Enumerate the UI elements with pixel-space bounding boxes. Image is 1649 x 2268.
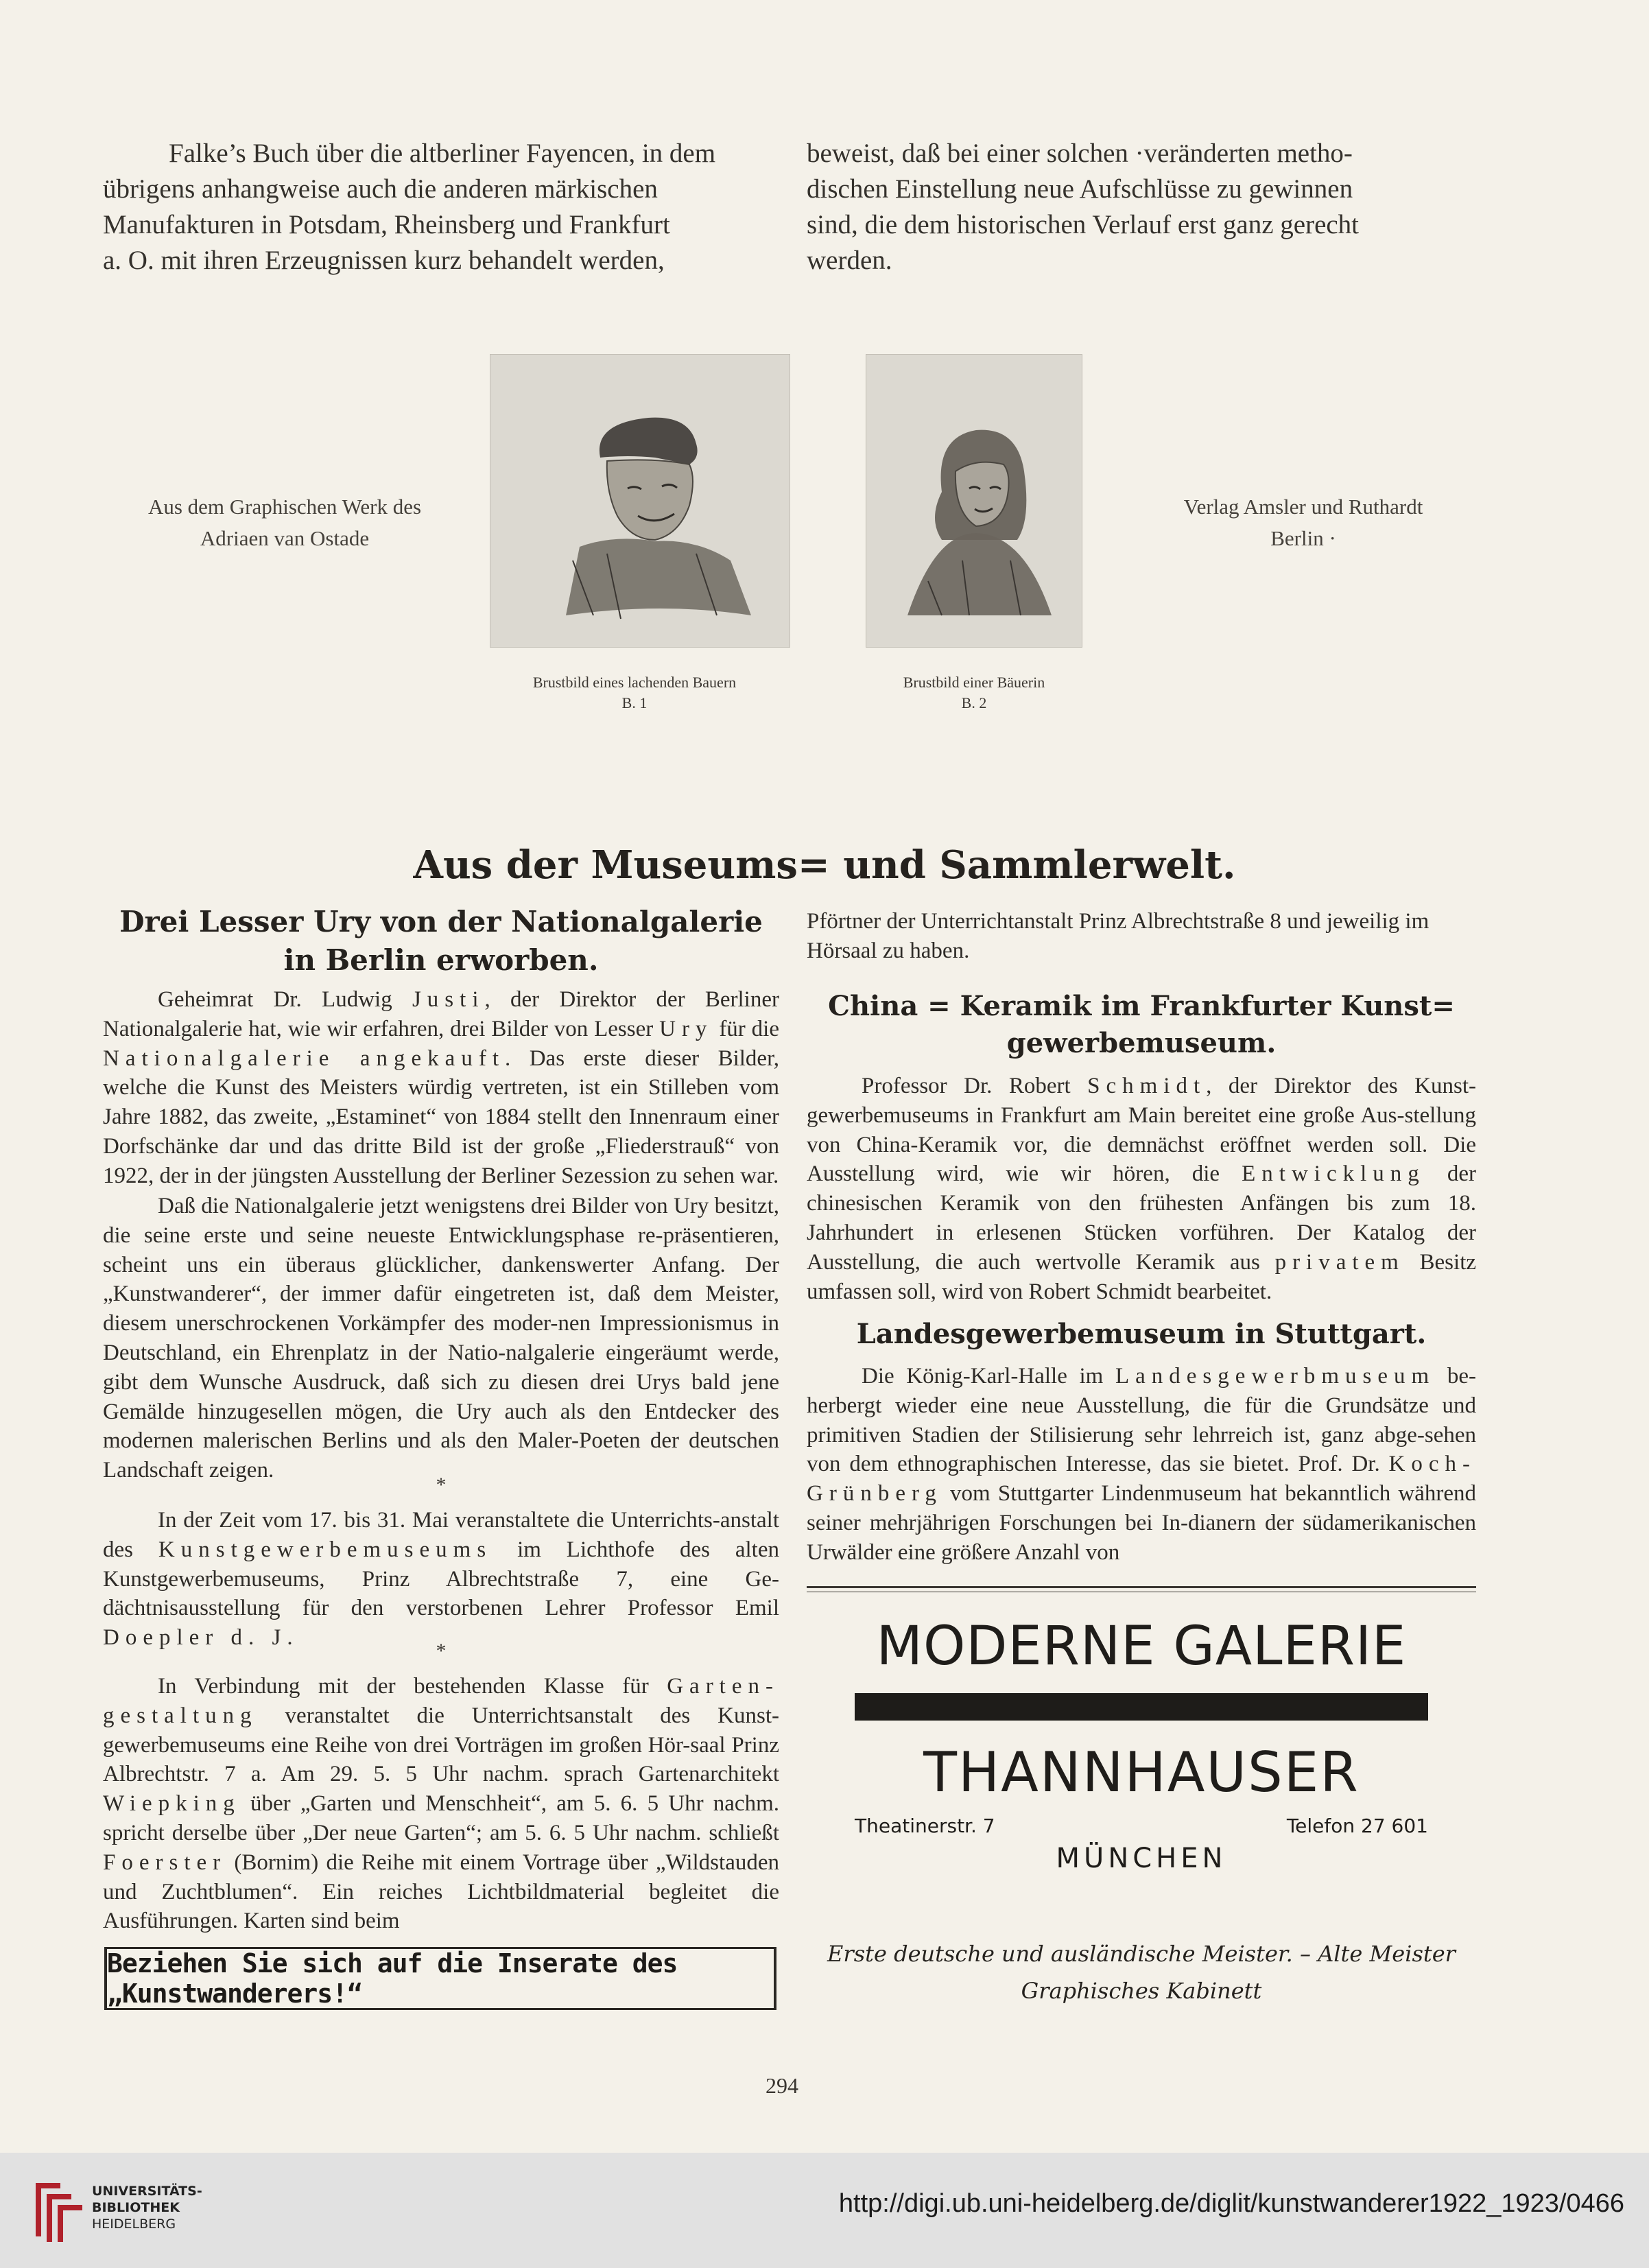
notice-text: Beziehen Sie sich auf die Inserate des „Kunstwanderers!“	[107, 1948, 678, 2009]
section-title: Aus der Museums= und Sammlerwelt.	[413, 842, 1236, 888]
caption-line: Berlin ·	[1270, 526, 1336, 550]
ad-black-bar	[855, 1693, 1428, 1721]
caption-line: Adriaen van Ostade	[200, 526, 370, 550]
ad-top-rule	[807, 1586, 1476, 1588]
library-emblem-icon	[23, 2173, 89, 2245]
article-1-paragraph-1	[103, 985, 779, 1191]
heading-line: in Berlin erworben.	[283, 943, 599, 977]
text-run: veranstaltet die Unterrichtsanstalt des Kunst-gewerbemuseums eine Reihe von drei Vorträgen im großen Hör-saal Prinz Albrechtstr. 7 a. Am 29. 5. 5 Uhr nachm. sprach Gartenarchitekt	[103, 1703, 779, 1787]
plate-2-caption	[851, 672, 1098, 713]
notice-box	[104, 1947, 776, 2010]
text-line: sind, die dem historischen Verlauf erst ganz gerecht	[807, 210, 1360, 239]
peasant-woman-etching	[866, 355, 1082, 647]
figure-left-caption	[96, 491, 473, 554]
text-run: (Bornim) die Reihe mit einem Vortrage über „Wildstauden und Zuchtblumen“. Ein reiches Lichtbildmaterial begleitet die Ausführungen. Karten sind beim	[103, 1850, 779, 1934]
text-line: Manufakturen in Potsdam, Rheinsberg und Frankfurt	[103, 210, 670, 239]
source-url-link[interactable]: http://digi.ub.uni-heidelberg.de/diglit/kunstwanderer1922_1923/0466	[838, 2189, 1624, 2218]
spaced-name: Foerster	[103, 1850, 227, 1875]
plate-number: B. 2	[961, 694, 987, 711]
text-line: dischen Einstellung neue Aufschlüsse zu gewinnen	[807, 174, 1353, 204]
text-run: der chinesischen Keramik von den frühesten Anfängen bis zum 18. Jahrhundert in erlesenen Stücken vorführen. Der Katalog der Ausstellung, die auch wertvolle Keramik aus	[807, 1161, 1476, 1275]
spaced-name: privatem	[1274, 1249, 1405, 1275]
heading-line: gewerbemuseum.	[1006, 1027, 1277, 1059]
ad-script-line-1: Erste deutsche und ausländische Meister. – Alte Meister	[827, 1941, 1456, 1967]
plate-title: Brustbild eines lachenden Bauern	[532, 674, 737, 691]
text-run: . Das erste dieser Bilder, welche die Kunst des Meisters würdig vertreten, ist ein Stilleben vom Jahre 1882, das zweite, „Estaminet“ von 1884 stellt den Innenraum einer Dorfschänke dar und das dritte Bild ist der große „Fliederstrauß“ von 1922, der in der jüngsten Ausstellung der Berliner Sezession zu sehen war.	[103, 1046, 779, 1188]
text-line: übrigens anhangweise auch die anderen märkischen	[103, 174, 658, 204]
caption-line: Verlag Amsler und Ruthardt	[1183, 495, 1423, 519]
etching-plate-2	[866, 354, 1082, 648]
spaced-name: Nationalgalerie angekauft	[103, 1046, 505, 1071]
right-column-intro: Pförtner der Unterrichtanstalt Prinz Albrechtstraße 8 und jeweilig im Hörsaal zu haben.	[807, 909, 1429, 963]
ad-gallery-name: MODERNE GALERIE	[876, 1616, 1407, 1677]
spaced-name: Koch-Grünberg	[807, 1452, 1476, 1507]
separator-star: *	[436, 1640, 447, 1662]
text-run: Geheimrat Dr. Ludwig	[158, 987, 412, 1012]
text-line: a. O. mit ihren Erzeugnissen kurz behandelt werden,	[103, 246, 665, 275]
ad-script-line-2: Graphisches Kabinett	[1021, 1978, 1262, 2004]
text-run: über „Garten und Menschheit“, am 5. 6. 5 Uhr nachm. spricht derselbe über „Der neue Garten“; am 5. 6. 5 Uhr nachm. schließt	[103, 1791, 779, 1845]
text-run: In der Zeit vom 17. bis 31. Mai veranstaltete die Unterrichts-anstalt des	[103, 1508, 779, 1562]
text-line: Falke’s Buch über die altberliner Fayencen, in dem	[169, 139, 716, 168]
text-run: be-herbergt wieder eine neue Ausstellung, die für die Grundsätze und primitiven Stadien der Stilisierung sehr lehrreich ist, ganz abge-sehen von dem ethnographischen Interesse, das sie bietet. Prof. Dr.	[807, 1364, 1477, 1477]
spaced-name: Landesgewerbmuseum	[1115, 1364, 1436, 1389]
spaced-name: Schmidt	[1087, 1074, 1207, 1098]
article-3-heading: Landesgewerbemuseum in Stuttgart.	[856, 1318, 1427, 1350]
logo-line: BIBLIOTHEK	[92, 2200, 180, 2215]
ad-gallery-owner: THANNHAUSER	[923, 1740, 1360, 1804]
article-1-paragraph-3	[103, 1506, 779, 1653]
article-2-paragraph	[807, 1072, 1476, 1306]
heading-line: China = Keramik im Frankfurter Kunst=	[828, 990, 1455, 1022]
text-line: werden.	[807, 246, 892, 275]
ad-address: Theatinerstr. 7	[855, 1815, 995, 1837]
text-run: im Lichthofe des alten Kunstgewerbemuseums, Prinz Albrechtstraße 7, eine Ge-dächtnisausstellung für den verstorbenen Lehrer Professor Emil	[103, 1537, 779, 1621]
heading-line: Drei Lesser Ury von der Nationalgalerie	[119, 905, 763, 938]
article-1-paragraph-2: Daß die Nationalgalerie jetzt wenigstens drei Bilder von Ury besitzt, die seine erste und seine neueste Entwicklungsphase re-präsentieren, scheint uns ein überaus glücklicher, dankenswerter Anfang. Der „Kunstwanderer“, der immer dafür eingetreten ist, daß dem Meister, diesem unerschrockenen Vorkämpfer des moder-nen Impressionismus in Deutschland, ein Ehrenplatz in der Natio-nalgalerie eingeräumt werde, gibt dem Wunsche Ausdruck, daß sich zu diesen drei Urys bald jene Gemälde hinzugesellen mögen, die Ury auch als den Entdecker des modernen malerischen Berlins und als den Maler-Poeten der deutschen Landschaft zeigen.	[103, 1194, 779, 1483]
article-1-paragraph-4	[103, 1672, 779, 1936]
spaced-name: Justi	[412, 987, 485, 1012]
text-run: , der Direktor des Kunst-gewerbemuseums in Frankfurt am Main bereitet eine große Aus-stellung von China-Keramik vor, die demnächst eröffnet werden soll. Die Ausstellung wird, wie wir hören, die	[807, 1074, 1476, 1187]
plate-title: Brustbild einer Bäuerin	[903, 674, 1045, 691]
caption-line: Aus dem Graphischen Werk des	[147, 495, 422, 519]
laughing-peasant-etching	[490, 355, 790, 647]
logo-text	[92, 2183, 202, 2232]
digitization-footer	[0, 2153, 1649, 2268]
plate-1-caption	[480, 672, 789, 713]
top-left-column	[103, 136, 775, 279]
text-run: Die König-Karl-Halle im	[862, 1364, 1115, 1389]
text-line: beweist, daß bei einer solchen ·veränderten metho-	[807, 139, 1353, 168]
text-run: In Verbindung mit der bestehenden Klasse für	[158, 1674, 667, 1699]
separator-star: *	[436, 1474, 447, 1496]
article-1-heading	[103, 903, 779, 980]
page-number: 294	[766, 2073, 798, 2098]
ad-phone: Telefon 27 601	[1286, 1815, 1428, 1837]
logo-line: HEIDELBERG	[92, 2217, 176, 2232]
logo-line: UNIVERSITÄTS-	[92, 2184, 202, 2199]
spaced-name: Ury	[659, 1016, 713, 1041]
spaced-name: Entwicklung	[1242, 1161, 1425, 1187]
top-right-column	[807, 136, 1479, 279]
spaced-name: Wiepking	[103, 1791, 241, 1817]
article-3-paragraph	[807, 1362, 1476, 1568]
text-run: Besitz umfassen soll, wird von Robert Schmidt bearbeitet.	[807, 1249, 1477, 1304]
article-2-heading	[807, 988, 1476, 1062]
text-run: vom Stuttgarter Lindenmuseum hat bekanntlich während seiner mehrjährigen Forschungen bei In-dianern der südamerikanischen Urwälder eine größere Anzahl von	[807, 1481, 1476, 1565]
text-run: , der Direktor der Berliner Nationalgalerie hat, wie wir erfahren, drei Bilder von Lesser	[103, 987, 779, 1041]
university-library-logo[interactable]	[23, 2173, 229, 2249]
text-run: Professor Dr. Robert	[862, 1074, 1088, 1098]
ad-city: MÜNCHEN	[1056, 1843, 1227, 1874]
etching-plate-1	[490, 354, 790, 648]
figure-right-caption	[1125, 491, 1482, 554]
text-run: für die	[713, 1016, 779, 1041]
spaced-name: Kunstgewerbemuseums	[158, 1537, 493, 1562]
plate-number: B. 1	[621, 694, 648, 711]
spaced-name: Garten-gestaltung	[103, 1674, 779, 1728]
spaced-name: Doepler d. J.	[103, 1625, 299, 1651]
